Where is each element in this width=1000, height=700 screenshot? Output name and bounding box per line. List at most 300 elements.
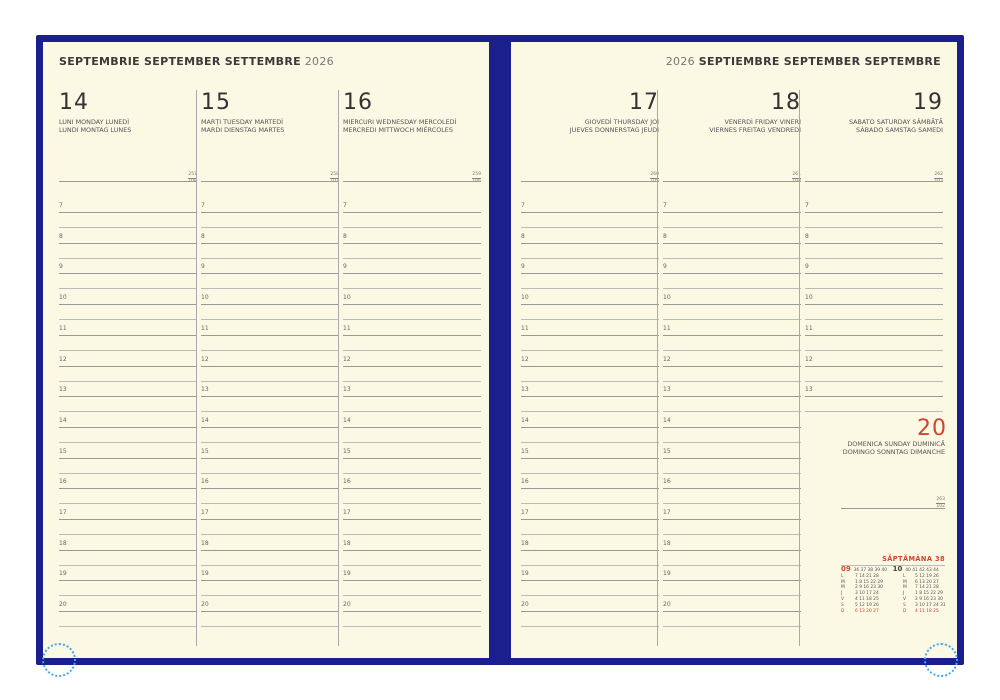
hour-line[interactable] <box>521 611 659 612</box>
hour-line[interactable] <box>805 304 943 305</box>
hour-line[interactable] <box>663 243 801 244</box>
mini-cal-month2-days: 3 10 17 24 31 <box>915 602 946 608</box>
half-hour-line[interactable] <box>59 258 197 259</box>
half-hour-line[interactable] <box>343 350 481 351</box>
half-hour-line[interactable] <box>201 595 339 596</box>
hour-label: 15 <box>201 447 209 455</box>
hour-label: 13 <box>201 386 209 394</box>
mini-cal-weekday: L <box>841 573 844 579</box>
half-hour-line[interactable] <box>59 473 197 474</box>
hour-label: 10 <box>521 294 529 302</box>
half-hour-line[interactable] <box>805 227 943 228</box>
hour-label: 20 <box>59 601 67 609</box>
half-hour-line[interactable] <box>59 626 197 627</box>
mini-cal-month1-days: 5 12 19 26 <box>855 602 879 608</box>
hour-line[interactable] <box>201 519 339 520</box>
hour-label: 11 <box>663 324 671 332</box>
hour-label: 7 <box>805 202 809 209</box>
hour-line[interactable] <box>343 273 481 274</box>
hour-label: 15 <box>663 447 671 455</box>
stitch-decoration-left <box>42 643 76 677</box>
half-hour-line[interactable] <box>805 319 943 320</box>
hour-line[interactable] <box>343 335 481 336</box>
half-hour-line[interactable] <box>59 288 197 289</box>
day-count-b: 106 <box>472 179 481 184</box>
hour-line[interactable] <box>521 488 659 489</box>
day-number: 16 <box>343 90 373 115</box>
day-count <box>519 172 659 184</box>
half-hour-line[interactable] <box>343 473 481 474</box>
hour-line[interactable] <box>59 243 197 244</box>
day-column-0 <box>59 92 197 134</box>
hour-line[interactable] <box>521 212 659 213</box>
half-hour-line[interactable] <box>663 503 801 504</box>
hour-line[interactable] <box>521 427 659 428</box>
hour-label: 12 <box>521 355 529 363</box>
hour-line[interactable] <box>663 458 801 459</box>
day-name-line1: MIERCURI WEDNESDAY MERCOLEDÌ <box>343 118 457 126</box>
day-name-line1: MARȚI TUESDAY MARTEDÌ <box>201 118 284 126</box>
hour-line[interactable] <box>663 396 801 397</box>
half-hour-line[interactable] <box>59 319 197 320</box>
mini-cal-weekday: J <box>903 591 905 597</box>
day-name-line1: GIOVEDÌ THURSDAY JOI <box>584 118 659 126</box>
hour-line[interactable] <box>201 335 339 336</box>
hour-label: 19 <box>343 570 351 578</box>
hour-line[interactable] <box>59 366 197 367</box>
hour-line[interactable] <box>663 611 801 612</box>
mini-cal-weekday: M <box>841 579 845 585</box>
hour-label: 17 <box>343 509 351 516</box>
half-hour-line[interactable] <box>663 288 801 289</box>
hour-label: 10 <box>663 294 671 302</box>
hour-label: 19 <box>201 570 209 578</box>
half-hour-line[interactable] <box>59 442 197 443</box>
hour-line[interactable] <box>521 273 659 274</box>
hour-label: 11 <box>59 324 67 332</box>
hour-line[interactable] <box>201 273 339 274</box>
half-hour-line[interactable] <box>59 381 197 382</box>
half-hour-line[interactable] <box>201 319 339 320</box>
hour-label: 13 <box>663 386 671 394</box>
hour-label: 16 <box>201 478 209 486</box>
hour-label: 18 <box>343 539 351 547</box>
hour-label: 18 <box>201 539 209 547</box>
mini-cal-weekday: D <box>903 608 907 614</box>
hour-line[interactable] <box>521 335 659 336</box>
day-number: 18 <box>771 90 801 115</box>
half-hour-line[interactable] <box>343 534 481 535</box>
day-name-line1: LUNI MONDAY LUNEDÌ <box>59 118 130 126</box>
hour-label: 12 <box>805 355 813 363</box>
hour-label: 13 <box>59 386 67 394</box>
mini-cal-month1-days: 1 8 15 22 29 <box>855 579 883 585</box>
day-count <box>199 172 339 184</box>
hour-line[interactable] <box>343 550 481 551</box>
half-hour-line[interactable] <box>343 411 481 412</box>
hour-label: 10 <box>343 294 351 302</box>
hour-label: 8 <box>521 232 525 240</box>
column-separator <box>338 90 339 646</box>
day-number: 14 <box>59 90 89 115</box>
half-hour-line[interactable] <box>521 565 659 566</box>
left-header <box>59 55 334 68</box>
half-hour-line[interactable] <box>201 258 339 259</box>
hour-label: 20 <box>201 601 209 609</box>
hour-line[interactable] <box>663 580 801 581</box>
day-top-rule <box>343 181 481 182</box>
half-hour-line[interactable] <box>343 381 481 382</box>
half-hour-line[interactable] <box>343 503 481 504</box>
hour-line[interactable] <box>663 304 801 305</box>
half-hour-line[interactable] <box>59 595 197 596</box>
hour-label: 20 <box>343 601 351 609</box>
half-hour-line[interactable] <box>663 565 801 566</box>
day-top-rule <box>59 181 197 182</box>
hour-line[interactable] <box>343 396 481 397</box>
hour-line[interactable] <box>59 580 197 581</box>
column-separator <box>657 90 658 646</box>
half-hour-line[interactable] <box>343 227 481 228</box>
hour-label: 12 <box>59 355 67 363</box>
hour-line[interactable] <box>663 366 801 367</box>
sunday-name-line2: DOMINGO SONNTAG DIMANCHE <box>842 448 945 456</box>
day-count-a: 260 <box>650 172 659 177</box>
mini-cal-weekday: S <box>903 602 906 608</box>
day-top-rule <box>521 181 659 182</box>
half-hour-line[interactable] <box>663 534 801 535</box>
hour-line[interactable] <box>343 488 481 489</box>
day-count-b: 103 <box>934 179 943 184</box>
mini-cal-weekday: M <box>903 579 907 585</box>
hour-label: 18 <box>59 539 67 547</box>
half-hour-line[interactable] <box>343 319 481 320</box>
day-names <box>805 118 943 134</box>
half-hour-line[interactable] <box>521 258 659 259</box>
hour-line[interactable] <box>201 366 339 367</box>
half-hour-line[interactable] <box>201 473 339 474</box>
half-hour-line[interactable] <box>805 411 943 412</box>
hour-label: 15 <box>59 447 67 455</box>
mini-cal-month2-days: 6 13 20 27 <box>915 579 939 585</box>
hour-label: 7 <box>663 202 667 209</box>
half-hour-line[interactable] <box>343 442 481 443</box>
hour-line[interactable] <box>521 550 659 551</box>
mini-cal-weekday: S <box>841 602 844 608</box>
hour-label: 18 <box>663 539 671 547</box>
half-hour-line[interactable] <box>343 595 481 596</box>
mini-cal-weeks1: 36 37 38 39 40 <box>853 568 888 573</box>
hour-label: 11 <box>201 324 209 332</box>
half-hour-line[interactable] <box>663 350 801 351</box>
hour-label: 9 <box>201 263 205 271</box>
hour-line[interactable] <box>201 458 339 459</box>
hour-label: 9 <box>805 263 809 271</box>
half-hour-line[interactable] <box>59 227 197 228</box>
half-hour-line[interactable] <box>805 350 943 351</box>
day-top-rule <box>805 181 943 182</box>
half-hour-line[interactable] <box>663 411 801 412</box>
day-name-line1: VENERDÌ FRIDAY VINERI <box>724 118 801 126</box>
mini-calendar <box>841 567 947 614</box>
hour-line[interactable] <box>521 580 659 581</box>
half-hour-line[interactable] <box>59 534 197 535</box>
mini-cal-weekday: M <box>841 585 845 591</box>
hour-label: 8 <box>59 232 63 240</box>
half-hour-line[interactable] <box>201 442 339 443</box>
hour-line[interactable] <box>59 335 197 336</box>
mini-cal-month2: 10 <box>892 565 903 573</box>
half-hour-line[interactable] <box>521 381 659 382</box>
half-hour-line[interactable] <box>663 381 801 382</box>
hour-label: 9 <box>343 263 347 271</box>
hour-label: 14 <box>521 416 529 424</box>
half-hour-line[interactable] <box>805 288 943 289</box>
hour-line[interactable] <box>343 519 481 520</box>
mini-cal-month2-days: 5 12 19 26 <box>915 573 939 579</box>
hour-line[interactable] <box>201 243 339 244</box>
hour-line[interactable] <box>663 488 801 489</box>
right-page <box>511 42 957 658</box>
hour-label: 20 <box>663 601 671 609</box>
hour-line[interactable] <box>201 396 339 397</box>
hour-line[interactable] <box>343 611 481 612</box>
day-number: 19 <box>913 90 943 115</box>
half-hour-line[interactable] <box>663 258 801 259</box>
half-hour-line[interactable] <box>343 258 481 259</box>
half-hour-line[interactable] <box>521 350 659 351</box>
hour-label: 17 <box>521 509 529 516</box>
half-hour-line[interactable] <box>521 534 659 535</box>
hour-line[interactable] <box>343 212 481 213</box>
hour-line[interactable] <box>663 519 801 520</box>
hour-line[interactable] <box>663 550 801 551</box>
hour-label: 14 <box>201 416 209 424</box>
hour-line[interactable] <box>663 212 801 213</box>
hour-label: 8 <box>343 232 347 240</box>
hour-label: 14 <box>663 416 671 424</box>
hour-line[interactable] <box>59 427 197 428</box>
mini-calendar-header <box>841 567 947 574</box>
hour-line[interactable] <box>805 273 943 274</box>
day-count-a: 259 <box>472 172 481 177</box>
day-name-line2: JUEVES DONNERSTAG JEUDI <box>569 126 659 134</box>
half-hour-line[interactable] <box>343 565 481 566</box>
half-hour-line[interactable] <box>521 227 659 228</box>
half-hour-line[interactable] <box>663 442 801 443</box>
day-name-line2: LUNDI MONTAG LUNES <box>59 126 132 134</box>
hour-line[interactable] <box>805 212 943 213</box>
hour-label: 20 <box>521 601 529 609</box>
half-hour-line[interactable] <box>201 534 339 535</box>
sunday-name-line1: DOMENICA SUNDAY DUMINICĂ <box>847 440 945 448</box>
hour-label: 19 <box>59 570 67 578</box>
half-hour-line[interactable] <box>805 258 943 259</box>
hour-label: 18 <box>521 539 529 547</box>
hour-label: 15 <box>343 447 351 455</box>
half-hour-line[interactable] <box>59 503 197 504</box>
half-hour-line[interactable] <box>201 227 339 228</box>
sunday-number: 20 <box>917 416 947 441</box>
mini-cal-weekday: V <box>841 596 845 602</box>
half-hour-line[interactable] <box>521 473 659 474</box>
hour-line[interactable] <box>59 273 197 274</box>
hour-line[interactable] <box>343 243 481 244</box>
hour-label: 9 <box>59 263 63 271</box>
hour-label: 16 <box>343 478 351 486</box>
hour-label: 17 <box>201 509 209 516</box>
hour-line[interactable] <box>805 335 943 336</box>
hour-line[interactable] <box>201 611 339 612</box>
hour-line[interactable] <box>59 611 197 612</box>
half-hour-line[interactable] <box>59 565 197 566</box>
right-header <box>666 55 941 68</box>
half-hour-line[interactable] <box>663 626 801 627</box>
mini-cal-weekday: M <box>903 585 907 591</box>
day-count-a: 262 <box>934 172 943 177</box>
hour-line[interactable] <box>201 488 339 489</box>
half-hour-line[interactable] <box>663 595 801 596</box>
hour-label: 8 <box>201 232 205 240</box>
mini-cal-month1-days: 3 10 17 24 <box>855 591 879 597</box>
half-hour-line[interactable] <box>201 503 339 504</box>
half-hour-line[interactable] <box>521 288 659 289</box>
half-hour-line[interactable] <box>201 350 339 351</box>
hour-label: 7 <box>521 202 525 209</box>
planner-cover <box>36 35 964 665</box>
day-top-rule <box>663 181 801 182</box>
hour-line[interactable] <box>343 304 481 305</box>
day-name-line2: MERCREDI MITTWOCH MIÉRCOLES <box>343 126 453 134</box>
hour-label: 14 <box>343 416 351 424</box>
half-hour-line[interactable] <box>521 411 659 412</box>
hour-line[interactable] <box>59 304 197 305</box>
hour-label: 17 <box>59 509 67 516</box>
hour-line[interactable] <box>521 519 659 520</box>
half-hour-line[interactable] <box>521 503 659 504</box>
hour-line[interactable] <box>59 396 197 397</box>
hour-line[interactable] <box>343 580 481 581</box>
day-column-5 <box>805 92 943 134</box>
day-number: 15 <box>201 90 231 115</box>
sunday-names <box>805 440 945 456</box>
day-top-rule <box>201 181 339 182</box>
day-count-b: 104 <box>792 179 801 184</box>
half-hour-line[interactable] <box>343 626 481 627</box>
mini-cal-weekday: J <box>841 591 843 597</box>
hour-line[interactable] <box>663 273 801 274</box>
half-hour-line[interactable] <box>201 288 339 289</box>
hour-line[interactable] <box>805 243 943 244</box>
half-hour-line[interactable] <box>521 595 659 596</box>
hour-line[interactable] <box>343 427 481 428</box>
hour-label: 7 <box>59 202 63 209</box>
hour-label: 19 <box>663 570 671 578</box>
hour-label: 19 <box>521 570 529 578</box>
day-count-a: 261 <box>792 172 801 177</box>
half-hour-line[interactable] <box>663 473 801 474</box>
day-names <box>521 118 659 134</box>
hour-line[interactable] <box>805 366 943 367</box>
half-hour-line[interactable] <box>201 626 339 627</box>
hour-label: 15 <box>521 447 529 455</box>
hour-line[interactable] <box>521 243 659 244</box>
day-name-line1: SABATO SATURDAY SÂMBĂTĂ <box>848 118 943 126</box>
week-label: SĂPTĂMÂNA 38 <box>882 555 945 563</box>
hour-line[interactable] <box>201 304 339 305</box>
day-count <box>661 172 801 184</box>
hour-line[interactable] <box>201 550 339 551</box>
half-hour-line[interactable] <box>663 227 801 228</box>
hour-line[interactable] <box>521 396 659 397</box>
day-number: 17 <box>629 90 659 115</box>
hour-line[interactable] <box>59 458 197 459</box>
day-count-b: 108 <box>188 179 197 184</box>
half-hour-line[interactable] <box>59 411 197 412</box>
left-header-months: SEPTEMBRIE SEPTEMBER SETTEMBRE <box>59 55 301 68</box>
day-column-4 <box>663 92 801 134</box>
day-column-2 <box>343 92 481 134</box>
hour-line[interactable] <box>343 366 481 367</box>
sunday-rule <box>841 508 945 509</box>
hour-label: 16 <box>59 478 67 486</box>
half-hour-line[interactable] <box>521 626 659 627</box>
hour-line[interactable] <box>59 519 197 520</box>
day-names <box>663 118 801 134</box>
hour-line[interactable] <box>201 427 339 428</box>
day-count <box>57 172 197 184</box>
hour-label: 13 <box>521 386 529 394</box>
half-hour-line[interactable] <box>201 381 339 382</box>
half-hour-line[interactable] <box>201 411 339 412</box>
hour-line[interactable] <box>521 366 659 367</box>
sunday-count-a: 263 <box>936 497 945 502</box>
half-hour-line[interactable] <box>201 565 339 566</box>
hour-line[interactable] <box>59 550 197 551</box>
hour-line[interactable] <box>663 427 801 428</box>
half-hour-line[interactable] <box>343 288 481 289</box>
hour-line[interactable] <box>201 580 339 581</box>
half-hour-line[interactable] <box>663 319 801 320</box>
half-hour-line[interactable] <box>805 381 943 382</box>
half-hour-line[interactable] <box>59 350 197 351</box>
mini-calendar-row <box>841 609 947 615</box>
left-header-year: 2026 <box>304 55 334 68</box>
hour-line[interactable] <box>59 212 197 213</box>
hour-line[interactable] <box>521 304 659 305</box>
column-separator <box>196 90 197 646</box>
mini-cal-month1: 09 <box>841 565 851 573</box>
hour-line[interactable] <box>343 458 481 459</box>
hour-line[interactable] <box>521 458 659 459</box>
day-name-line2: VIERNES FREITAG VENDREDI <box>709 126 801 134</box>
day-names <box>59 118 197 134</box>
hour-line[interactable] <box>805 396 943 397</box>
mini-cal-month2-days: 1 8 15 22 29 <box>915 591 943 597</box>
day-count-b: 105 <box>650 179 659 184</box>
hour-line[interactable] <box>59 488 197 489</box>
left-page <box>43 42 489 658</box>
half-hour-line[interactable] <box>521 442 659 443</box>
hour-line[interactable] <box>201 212 339 213</box>
hour-label: 7 <box>343 202 347 209</box>
half-hour-line[interactable] <box>521 319 659 320</box>
hour-line[interactable] <box>663 335 801 336</box>
hour-label: 16 <box>663 478 671 486</box>
hour-label: 11 <box>343 324 351 332</box>
hour-label: 8 <box>805 232 809 240</box>
day-name-line2: MARDI DIENSTAG MARTES <box>201 126 285 134</box>
